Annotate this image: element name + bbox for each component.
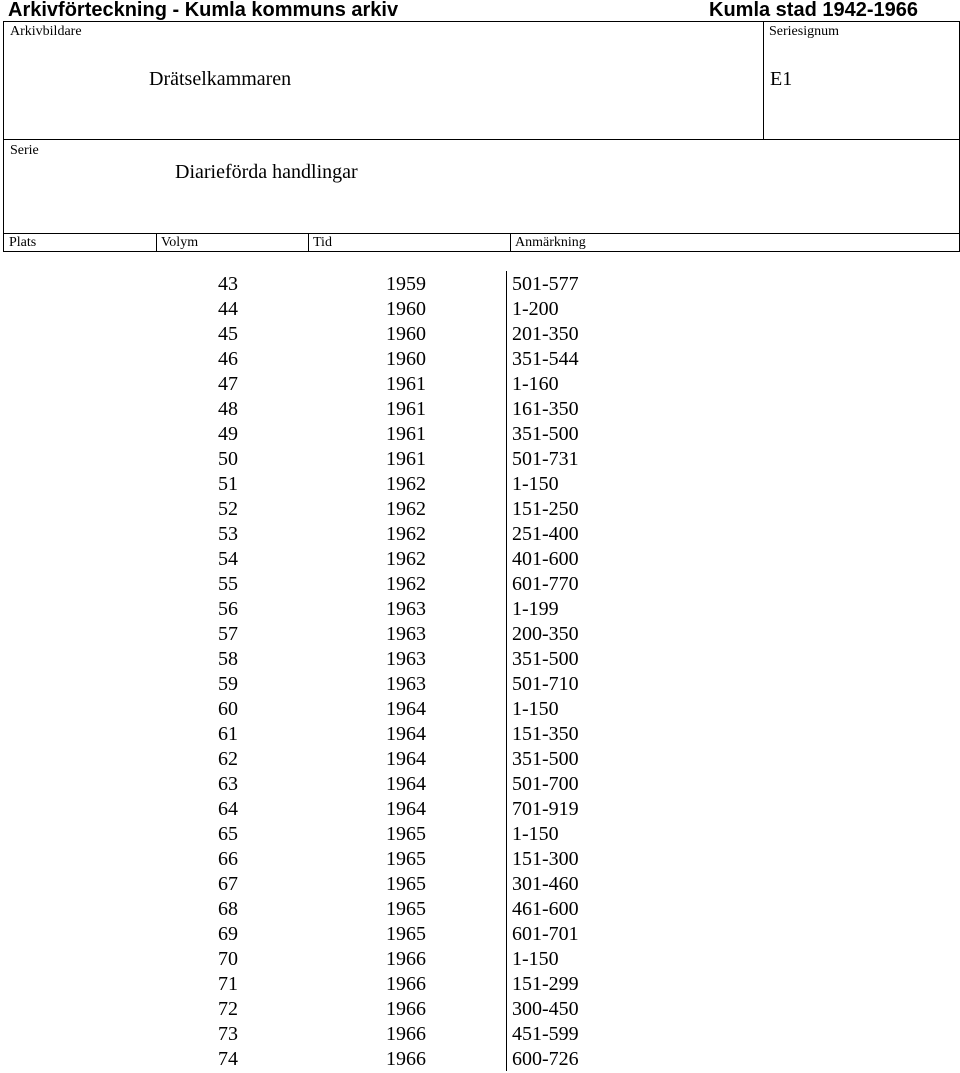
table-row <box>0 1022 960 1047</box>
volym-cell: 71 <box>218 973 238 995</box>
tid-cell: 1964 <box>386 798 426 820</box>
table-row <box>0 522 960 547</box>
table-row <box>0 972 960 997</box>
table-row <box>0 472 960 497</box>
table-row <box>0 622 960 647</box>
anmarkning-cell: 151-250 <box>512 498 579 520</box>
table-row <box>0 1047 960 1072</box>
seriesignum-divider <box>763 22 764 139</box>
column-divider <box>510 234 511 251</box>
volym-cell: 59 <box>218 673 238 695</box>
column-plats: Plats <box>9 235 37 250</box>
column-tid: Tid <box>313 235 332 250</box>
table-row <box>0 497 960 522</box>
volym-cell: 55 <box>218 573 238 595</box>
volym-cell: 48 <box>218 398 238 420</box>
table-row <box>0 347 960 372</box>
tid-cell: 1965 <box>386 898 426 920</box>
table-row <box>0 322 960 347</box>
seriesignum-label: Seriesignum <box>769 24 839 39</box>
volym-cell: 64 <box>218 798 238 820</box>
column-anmarkning: Anmärkning <box>515 235 586 250</box>
tid-cell: 1962 <box>386 498 426 520</box>
tid-cell: 1966 <box>386 1023 426 1045</box>
volym-cell: 57 <box>218 623 238 645</box>
tid-cell: 1961 <box>386 373 426 395</box>
anmarkning-cell: 501-577 <box>512 273 579 295</box>
volym-cell: 43 <box>218 273 238 295</box>
serie-value: Diarieförda handlingar <box>175 161 358 183</box>
volym-cell: 45 <box>218 323 238 345</box>
table-row <box>0 722 960 747</box>
document-title: Arkivförteckning - Kumla kommuns arkiv <box>8 0 399 21</box>
anmarkning-cell: 301-460 <box>512 873 579 895</box>
table-row <box>0 697 960 722</box>
volym-cell: 72 <box>218 998 238 1020</box>
column-divider <box>308 234 309 251</box>
tid-cell: 1960 <box>386 298 426 320</box>
volym-cell: 47 <box>218 373 238 395</box>
table-row <box>0 372 960 397</box>
table-row <box>0 847 960 872</box>
tid-cell: 1966 <box>386 973 426 995</box>
anmarkning-cell: 701-919 <box>512 798 579 820</box>
tid-cell: 1961 <box>386 423 426 445</box>
anmarkning-cell: 1-200 <box>512 298 559 320</box>
anmarkning-cell: 1-150 <box>512 698 559 720</box>
tid-cell: 1963 <box>386 598 426 620</box>
anmarkning-cell: 151-299 <box>512 973 579 995</box>
tid-cell: 1963 <box>386 648 426 670</box>
table-row <box>0 397 960 422</box>
tid-cell: 1962 <box>386 573 426 595</box>
column-volym: Volym <box>161 235 199 250</box>
anmarkning-cell: 401-600 <box>512 548 579 570</box>
anmarkning-cell: 161-350 <box>512 398 579 420</box>
table-row <box>0 797 960 822</box>
volym-cell: 51 <box>218 473 238 495</box>
anmarkning-cell: 251-400 <box>512 523 579 545</box>
tid-cell: 1962 <box>386 523 426 545</box>
document-subtitle: Kumla stad 1942-1966 <box>709 0 919 21</box>
table-row <box>0 447 960 472</box>
volym-cell: 60 <box>218 698 238 720</box>
anmarkning-cell: 501-710 <box>512 673 579 695</box>
tid-cell: 1960 <box>386 348 426 370</box>
tid-cell: 1960 <box>386 323 426 345</box>
table-row <box>0 872 960 897</box>
tid-cell: 1964 <box>386 748 426 770</box>
volym-cell: 58 <box>218 648 238 670</box>
table-row <box>0 272 960 297</box>
table-row <box>0 747 960 772</box>
table-row <box>0 997 960 1022</box>
anmarkning-cell: 501-731 <box>512 448 579 470</box>
volym-cell: 53 <box>218 523 238 545</box>
tid-cell: 1962 <box>386 473 426 495</box>
volym-cell: 73 <box>218 1023 238 1045</box>
volym-cell: 52 <box>218 498 238 520</box>
volym-cell: 56 <box>218 598 238 620</box>
tid-cell: 1965 <box>386 923 426 945</box>
table-row <box>0 647 960 672</box>
arkivbildare-value: Drätselkammaren <box>149 68 292 90</box>
volym-cell: 63 <box>218 773 238 795</box>
anmarkning-cell: 600-726 <box>512 1048 579 1070</box>
table-row <box>0 297 960 322</box>
anmarkning-cell: 1-150 <box>512 473 559 495</box>
anmarkning-cell: 351-544 <box>512 348 579 370</box>
table-row <box>0 422 960 447</box>
tid-cell: 1961 <box>386 448 426 470</box>
volym-cell: 62 <box>218 748 238 770</box>
anmarkning-cell: 151-350 <box>512 723 579 745</box>
table-row <box>0 772 960 797</box>
anmarkning-cell: 351-500 <box>512 648 579 670</box>
column-header <box>3 233 960 252</box>
anmarkning-cell: 451-599 <box>512 1023 579 1045</box>
table-row <box>0 947 960 972</box>
anmarkning-cell: 461-600 <box>512 898 579 920</box>
table-row <box>0 547 960 572</box>
tid-cell: 1965 <box>386 873 426 895</box>
table-row <box>0 572 960 597</box>
anmarkning-cell: 300-450 <box>512 998 579 1020</box>
volym-cell: 49 <box>218 423 238 445</box>
table-row <box>0 597 960 622</box>
seriesignum-value: E1 <box>770 68 793 90</box>
tid-cell: 1965 <box>386 823 426 845</box>
tid-cell: 1963 <box>386 623 426 645</box>
volym-cell: 65 <box>218 823 238 845</box>
volym-cell: 61 <box>218 723 238 745</box>
column-divider <box>156 234 157 251</box>
tid-cell: 1962 <box>386 548 426 570</box>
volym-cell: 54 <box>218 548 238 570</box>
volym-cell: 67 <box>218 873 238 895</box>
table-row <box>0 672 960 697</box>
tid-cell: 1964 <box>386 698 426 720</box>
arkivbildare-box <box>3 21 960 140</box>
anmarkning-cell: 1-150 <box>512 948 559 970</box>
anmarkning-cell: 1-199 <box>512 598 559 620</box>
anmarkning-cell: 201-350 <box>512 323 579 345</box>
table-row <box>0 822 960 847</box>
anmarkning-cell: 1-160 <box>512 373 559 395</box>
tid-cell: 1961 <box>386 398 426 420</box>
volym-cell: 46 <box>218 348 238 370</box>
anmarkning-cell: 501-700 <box>512 773 579 795</box>
volym-cell: 66 <box>218 848 238 870</box>
table-row <box>0 897 960 922</box>
anmarkning-cell: 200-350 <box>512 623 579 645</box>
anmarkning-cell: 351-500 <box>512 748 579 770</box>
anmarkning-cell: 601-701 <box>512 923 579 945</box>
volym-cell: 50 <box>218 448 238 470</box>
tid-cell: 1966 <box>386 948 426 970</box>
tid-cell: 1966 <box>386 998 426 1020</box>
tid-cell: 1964 <box>386 723 426 745</box>
table-row <box>0 922 960 947</box>
volym-cell: 74 <box>218 1048 238 1070</box>
anmarkning-cell: 1-150 <box>512 823 559 845</box>
anmarkning-cell: 601-770 <box>512 573 579 595</box>
serie-box <box>3 139 960 234</box>
anmarkning-cell: 351-500 <box>512 423 579 445</box>
tid-cell: 1959 <box>386 273 426 295</box>
volym-cell: 44 <box>218 298 238 320</box>
volym-cell: 69 <box>218 923 238 945</box>
volym-cell: 70 <box>218 948 238 970</box>
serie-label: Serie <box>10 143 39 158</box>
tid-cell: 1963 <box>386 673 426 695</box>
anmarkning-cell: 151-300 <box>512 848 579 870</box>
tid-cell: 1964 <box>386 773 426 795</box>
tid-cell: 1966 <box>386 1048 426 1070</box>
arkivbildare-label: Arkivbildare <box>10 24 82 39</box>
volym-cell: 68 <box>218 898 238 920</box>
tid-cell: 1965 <box>386 848 426 870</box>
